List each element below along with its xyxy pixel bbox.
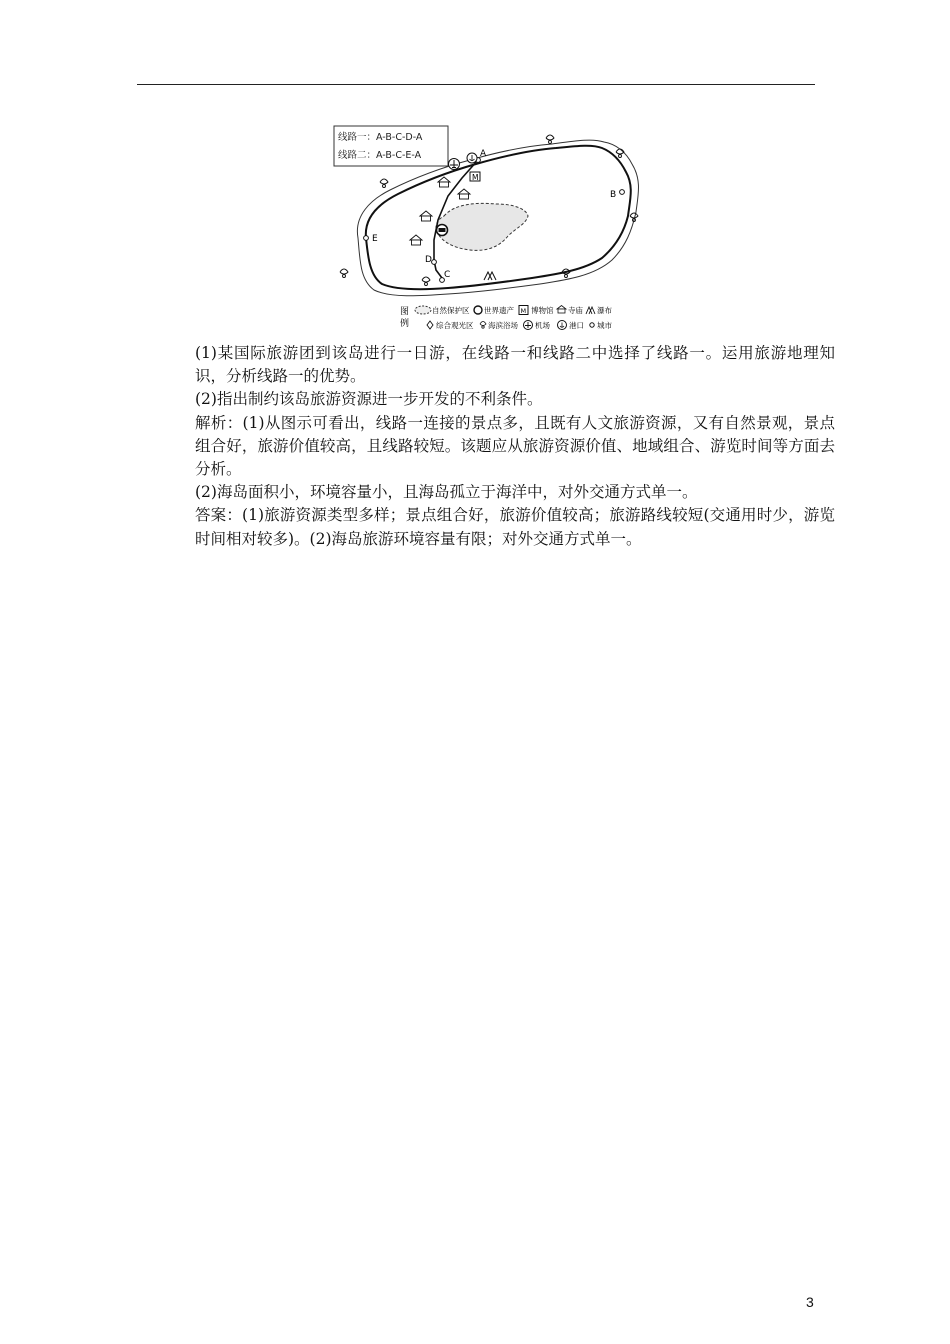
beach-icon bbox=[380, 179, 388, 188]
question-text bbox=[195, 342, 835, 551]
question-1: (1)某国际旅游团到该岛进行一日游，在线路一和线路二中选择了线路一。运用旅游地理知识，分析线路一的优势。 bbox=[195, 344, 835, 386]
legend-label: 寺庙 bbox=[568, 306, 583, 315]
point-d-marker bbox=[432, 260, 437, 265]
temple-icon bbox=[458, 189, 470, 199]
point-e-label: E bbox=[372, 234, 378, 244]
legend-museum bbox=[519, 305, 554, 315]
port-icon bbox=[467, 153, 477, 163]
svg-text:M: M bbox=[520, 307, 527, 315]
legend-label: 海滨浴场 bbox=[488, 321, 518, 330]
beach-icon bbox=[340, 269, 348, 278]
answer: 答案：(1)旅游资源类型多样；景点组合好，旅游价值较高；旅游路线较短(交通用时少，游览时间相对较多)。(2)海岛旅游环境容量有限；对外交通方式单一。 bbox=[195, 506, 835, 548]
legend-label: 城市 bbox=[597, 321, 612, 330]
question-2: (2)指出制约该岛旅游资源进一步开发的不利条件。 bbox=[195, 390, 543, 409]
legend-title-1: 图 bbox=[400, 307, 410, 317]
beach-icon bbox=[616, 149, 624, 158]
temple-icon bbox=[410, 235, 422, 245]
waterfall-icon bbox=[484, 272, 496, 280]
legend-label: 世界遗产 bbox=[484, 306, 514, 315]
legend-label: 博物馆 bbox=[531, 306, 554, 315]
legend-city bbox=[590, 320, 613, 330]
legend-temple bbox=[557, 305, 583, 315]
legend-label: 机场 bbox=[535, 321, 550, 330]
analysis-1: 解析：(1)从图示可看出，线路一连接的景点多，且既有人文旅游资源，又有自然景观，景点组合好，旅游价值较高，且线路较短。该题应从旅游资源价值、地域组合、游览时间等方面去分析。 bbox=[195, 413, 835, 479]
point-e-marker bbox=[364, 236, 369, 241]
point-b-marker bbox=[620, 190, 625, 195]
route-two-label: 线路二：A-B-C-E-A bbox=[338, 150, 422, 161]
legend-label: 港口 bbox=[569, 321, 584, 330]
page-number: 3 bbox=[806, 1294, 814, 1310]
temple-icon bbox=[420, 211, 432, 221]
legend-airport bbox=[524, 320, 551, 330]
legend-port bbox=[558, 320, 585, 330]
point-d-label: D bbox=[425, 255, 432, 265]
point-c-label: C bbox=[444, 270, 451, 280]
world-heritage-icon bbox=[437, 225, 448, 236]
legend-label: 自然保护区 bbox=[432, 306, 470, 315]
legend-title-2: 例 bbox=[400, 319, 410, 329]
legend-label: 瀑布 bbox=[597, 306, 612, 315]
temple-icon bbox=[438, 177, 450, 187]
beach-icon bbox=[422, 277, 430, 286]
svg-text:M: M bbox=[472, 173, 479, 182]
header-rule bbox=[137, 84, 815, 85]
beach-icon bbox=[546, 135, 554, 144]
museum-icon bbox=[470, 172, 480, 182]
beach-icon bbox=[562, 269, 570, 278]
legend-label: 综合观光区 bbox=[436, 321, 474, 330]
point-b-label: B bbox=[610, 190, 617, 200]
legend-scenic-area bbox=[427, 320, 474, 330]
analysis-2: (2)海岛面积小，环境容量小，且海岛孤立于海洋中，对外交通方式单一。 bbox=[195, 483, 698, 502]
point-a-label: A bbox=[480, 149, 487, 159]
airport-icon bbox=[449, 159, 460, 170]
legend-waterfall bbox=[586, 305, 612, 315]
nature-reserve-area bbox=[436, 203, 528, 250]
legend-nature-reserve bbox=[415, 305, 470, 315]
island-tourism-map bbox=[330, 120, 660, 338]
route-one-label: 线路一：A-B-C-D-A bbox=[338, 132, 423, 143]
legend-beach bbox=[480, 320, 518, 330]
legend-world-heritage bbox=[474, 305, 514, 315]
